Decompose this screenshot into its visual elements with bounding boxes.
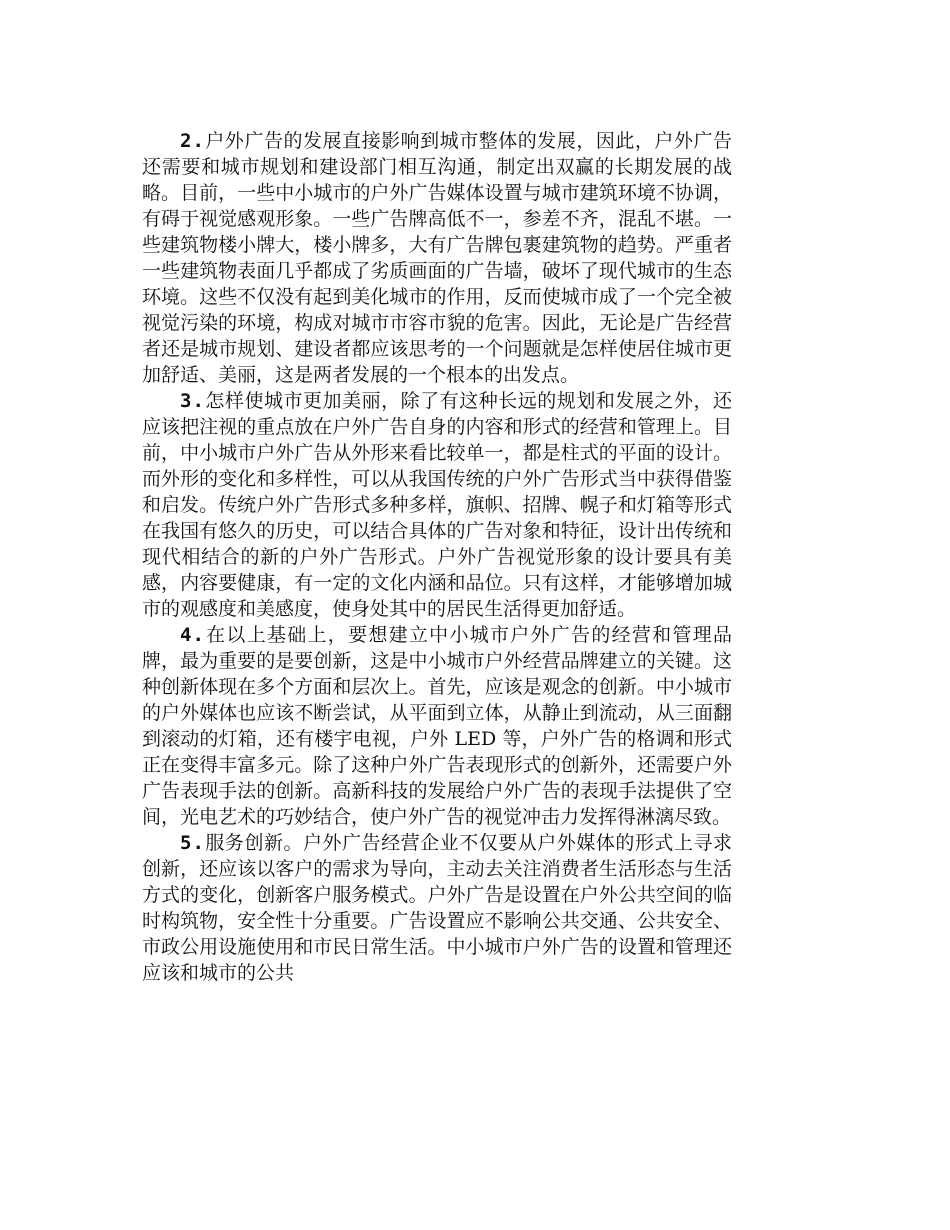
paragraph-2	[142, 128, 732, 388]
paragraph-number: 4.	[180, 624, 205, 646]
paragraph-text: 在以上基础上，要想建立中小城市户外广告的经营和管理品牌，最为重要的是要创新，这是中小城市户外经营品牌建立的关键。这种创新体现在多个方面和层次上。首先，应该是观念的创新。中小城市的户外媒体也应该不断尝试，从平面到立体，从静止到流动，从三面翻到滚动的灯箱，还有楼宇电视，户外 LED 等，户外广告的格调和形式正在变得丰富多元。除了这种户外广告表现形式的创新外，还需要户外广告表现手法的创新。高新科技的发展给户外广告的表现手法提供了空间，光电艺术的巧妙结合，使户外广告的视觉冲击力发挥得淋漓尽致。	[142, 624, 732, 828]
paragraph-number: 3.	[180, 390, 205, 412]
paragraph-5	[142, 830, 732, 986]
paragraph-number: 5.	[180, 832, 205, 854]
paragraph-text: 户外广告的发展直接影响到城市整体的发展，因此，户外广告还需要和城市规划和建设部门相互沟通，制定出双赢的长期发展的战略。目前，一些中小城市的户外广告媒体设置与城市建筑环境不协调，有碍于视觉感观形象。一些广告牌高低不一，参差不齐，混乱不堪。一些建筑物楼小牌大，楼小牌多，大有广告牌包裹建筑物的趋势。严重者一些建筑物表面几乎都成了劣质画面的广告墙，破坏了现代城市的生态环境。这些不仅没有起到美化城市的作用，反而使城市成了一个完全被视觉污染的环境，构成对城市市容市貌的危害。因此，无论是广告经营者还是城市规划、建设者都应该思考的一个问题就是怎样使居住城市更加舒适、美丽，这是两者发展的一个根本的出发点。	[142, 130, 732, 386]
paragraph-3	[142, 388, 732, 622]
document-body	[142, 128, 732, 986]
paragraph-text: 服务创新。户外广告经营企业不仅要从户外媒体的形式上寻求创新，还应该以客户的需求为导向，主动去关注消费者生活形态与生活方式的变化，创新客户服务模式。户外广告是设置在户外公共空间的临时构筑物，安全性十分重要。广告设置应不影响公共交通、公共安全、市政公用设施使用和市民日常生活。中小城市户外广告的设置和管理还应该和城市的公共	[142, 832, 732, 984]
paragraph-text: 怎样使城市更加美丽，除了有这种长远的规划和发展之外，还应该把注视的重点放在户外广告自身的内容和形式的经营和管理上。目前，中小城市户外广告从外形来看比较单一，都是柱式的平面的设计。而外形的变化和多样性，可以从我国传统的户外广告形式当中获得借鉴和启发。传统户外广告形式多种多样，旗帜、招牌、幌子和灯箱等形式在我国有悠久的历史，可以结合具体的广告对象和特征，设计出传统和现代相结合的新的户外广告形式。户外广告视觉形象的设计要具有美感，内容要健康，有一定的文化内涵和品位。只有这样，才能够增加城市的观感度和美感度，使身处其中的居民生活得更加舒适。	[142, 390, 732, 620]
paragraph-number: 2.	[180, 130, 205, 152]
paragraph-4	[142, 622, 732, 830]
